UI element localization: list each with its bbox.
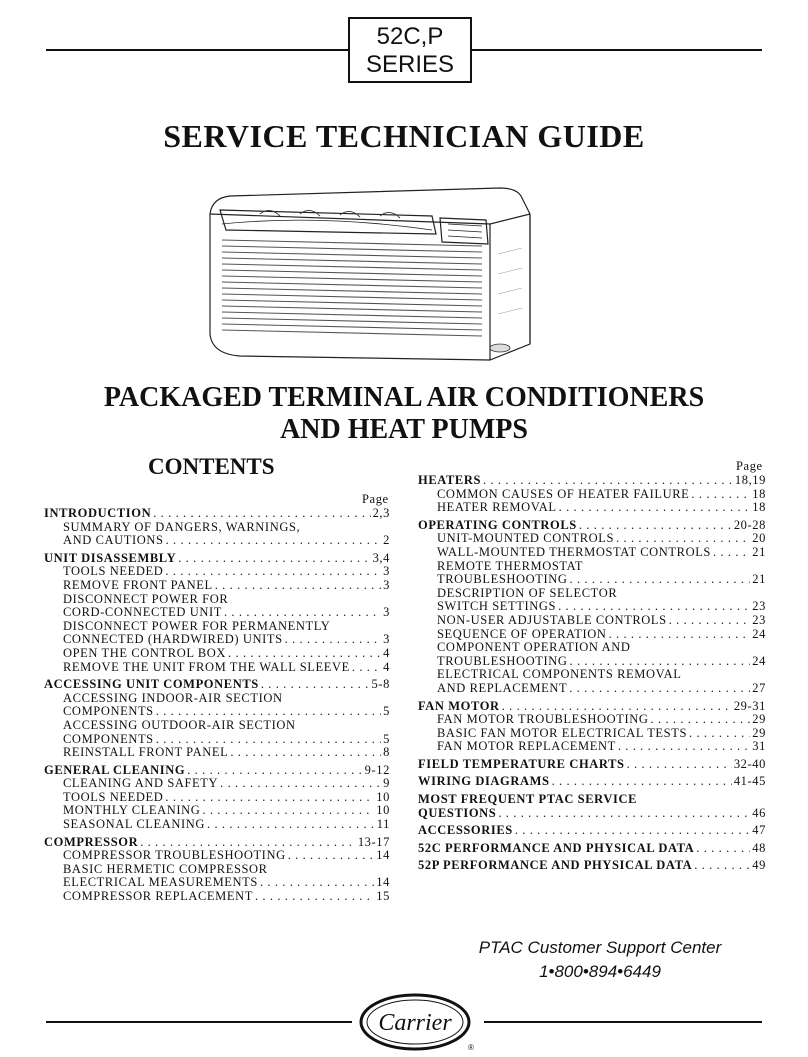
toc-entry-title: NON-USER ADJUSTABLE CONTROLS: [437, 612, 667, 627]
toc-leader-dots: [207, 818, 375, 832]
toc-entry-page: 3: [383, 577, 390, 592]
toc-entry: [418, 628, 766, 642]
toc-entry-title: REMOVE FRONT PANEL: [63, 577, 213, 592]
toc-entry-page: 13-17: [357, 834, 390, 849]
toc-entry-title: CONNECTED (HARDWIRED) UNITS: [63, 632, 283, 647]
ptac-unit-illustration: [200, 184, 560, 380]
toc-leader-dots: [691, 488, 750, 502]
toc-entry-page: 18: [752, 500, 766, 515]
toc-entry: [418, 560, 766, 574]
toc-entry-page: 21: [752, 544, 766, 559]
toc-entry-page: 15: [376, 889, 390, 904]
toc-entry: [418, 700, 766, 714]
toc-entry-title: COMPRESSOR: [44, 834, 139, 849]
toc-leader-dots: [228, 647, 381, 661]
toc-leader-dots: [202, 804, 374, 818]
toc-entry-title: OPEN THE CONTROL BOX: [63, 645, 227, 660]
toc-entry-title: HEATER REMOVAL: [437, 500, 557, 515]
toc-entry-title: OPERATING CONTROLS: [418, 517, 577, 532]
toc-entry-page: 3: [383, 632, 390, 647]
toc-entry: [418, 775, 766, 789]
toc-entry: [44, 565, 390, 579]
toc-entry-title: MOST FREQUENT PTAC SERVICE: [418, 792, 638, 807]
toc-entry-title: ELECTRICAL MEASUREMENTS: [63, 875, 258, 890]
toc-entry: [418, 600, 766, 614]
toc-entry: [44, 647, 390, 661]
toc-leader-dots: [609, 628, 751, 642]
toc-leader-dots: [651, 713, 751, 727]
toc-entry: [44, 719, 390, 733]
toc-entry-title: DISCONNECT POWER FOR: [63, 591, 229, 606]
document-title: SERVICE TECHNICIAN GUIDE: [163, 118, 645, 154]
toc-leader-dots: [696, 842, 750, 856]
toc-entry: [418, 668, 766, 682]
toc-entry-title: ACCESSING OUTDOOR-AIR SECTION: [63, 717, 296, 732]
carrier-logo: [358, 992, 476, 1054]
toc-entry-title: TROUBLESHOOTING: [437, 572, 568, 587]
toc-entry-title: COMMON CAUSES OF HEATER FAILURE: [437, 486, 690, 501]
toc-entry-title: SEASONAL CLEANING: [63, 817, 206, 832]
toc-leader-dots: [570, 573, 751, 587]
logo-text: Carrier: [378, 1010, 452, 1036]
contents-heading: CONTENTS: [148, 454, 275, 479]
toc-entry-title: REINSTALL FRONT PANEL: [63, 745, 229, 760]
toc-entry-title: CORD-CONNECTED UNIT: [63, 605, 222, 620]
toc-leader-dots: [570, 655, 751, 669]
toc-leader-dots: [224, 606, 381, 620]
toc-entry-page: 3: [383, 564, 390, 579]
toc-entry-page: 27: [752, 680, 766, 695]
toc-entry-page: 46: [752, 805, 766, 820]
toc-leader-dots: [288, 849, 375, 863]
toc-entry: [418, 519, 766, 533]
toc-entry: [418, 793, 766, 807]
toc-entry-title: GENERAL CLEANING: [44, 762, 186, 777]
toc-entry-title: UNIT-MOUNTED CONTROLS: [437, 531, 615, 546]
toc-entry: [44, 633, 390, 647]
toc-entry: [418, 501, 766, 515]
toc-entry: [44, 836, 390, 850]
toc-entry: [44, 746, 390, 760]
toc-entry-page: 24: [752, 653, 766, 668]
toc-entry: [418, 842, 766, 856]
toc-leader-dots: [352, 661, 381, 675]
toc-entry-page: 14: [376, 848, 390, 863]
toc-entry: [418, 859, 766, 873]
toc-entry-title: AND REPLACEMENT: [437, 680, 568, 695]
toc-leader-dots: [215, 579, 381, 593]
toc-leader-dots: [483, 474, 733, 488]
toc-entry: [44, 661, 390, 675]
toc-entry: [44, 579, 390, 593]
toc-leader-dots: [669, 614, 751, 628]
toc-entry: [418, 573, 766, 587]
toc-entry: [44, 777, 390, 791]
toc-entry-page: 10: [376, 803, 390, 818]
toc-entry: [44, 705, 390, 719]
toc-entry: [44, 606, 390, 620]
toc-leader-dots: [713, 546, 750, 560]
toc-leader-dots: [616, 532, 750, 546]
toc-entry-title: COMPRESSOR REPLACEMENT: [63, 889, 253, 904]
toc-entry-page: 20: [752, 531, 766, 546]
toc-entry-title: COMPONENT OPERATION AND: [437, 640, 631, 655]
toc-leader-dots: [558, 600, 750, 614]
toc-entry: [418, 758, 766, 772]
toc-leader-dots: [187, 764, 362, 778]
toc-leader-dots: [153, 507, 370, 521]
toc-leader-dots: [552, 775, 732, 789]
subtitle-line-2: AND HEAT PUMPS: [280, 414, 528, 445]
toc-entry: [44, 521, 390, 535]
toc-entry-title: CLEANING AND SAFETY: [63, 776, 219, 791]
toc-entry-page: 23: [752, 599, 766, 614]
toc-entry: [44, 849, 390, 863]
toc-leader-dots: [165, 565, 381, 579]
toc-entry: [418, 682, 766, 696]
toc-entry: [418, 532, 766, 546]
toc-leader-dots: [569, 682, 750, 696]
toc-entry: [44, 764, 390, 778]
toc-leader-dots: [156, 705, 381, 719]
toc-entry: [44, 791, 390, 805]
toc-leader-dots: [559, 501, 751, 515]
toc-entry-page: 24: [752, 626, 766, 641]
toc-leader-dots: [627, 758, 732, 772]
toc-leader-dots: [694, 859, 750, 873]
toc-entry: [418, 641, 766, 655]
toc-entry-title: BASIC HERMETIC COMPRESSOR: [63, 861, 268, 876]
toc-entry: [418, 614, 766, 628]
toc-entry-title: TOOLS NEEDED: [63, 564, 164, 579]
toc-leader-dots: [261, 678, 370, 692]
toc-entry-title: COMPONENTS: [63, 731, 154, 746]
toc-leader-dots: [579, 519, 732, 533]
toc-entry: [418, 587, 766, 601]
toc-entry: [418, 474, 766, 488]
document-subtitle: [0, 382, 808, 446]
toc-entry: [44, 818, 390, 832]
bottom-rule-left: [46, 1021, 352, 1023]
toc-entry-page: 21: [752, 572, 766, 587]
logo-registered-mark: ®: [468, 1043, 474, 1052]
series-label: SERIES: [365, 51, 455, 78]
toc-leader-dots: [498, 807, 750, 821]
toc-entry: [44, 534, 390, 548]
toc-entry-title: DESCRIPTION OF SELECTOR: [437, 585, 618, 600]
toc-entry-page: 18: [752, 486, 766, 501]
toc-entry-title: TOOLS NEEDED: [63, 789, 164, 804]
toc-entry-title: ACCESSING UNIT COMPONENTS: [44, 677, 259, 692]
toc-entry: [418, 807, 766, 821]
toc-entry: [418, 727, 766, 741]
toc-leader-dots: [255, 890, 374, 904]
toc-entry-page: 4: [383, 659, 390, 674]
series-box: [348, 17, 472, 83]
toc-entry-title: ACCESSORIES: [418, 823, 513, 838]
toc-entry-page: 3,4: [372, 550, 390, 565]
toc-entry-page: 14: [376, 875, 390, 890]
toc-entry-title: COMPONENTS: [63, 704, 154, 719]
toc-entry-page: 41-45: [733, 774, 766, 789]
toc-entry-title: FAN MOTOR REPLACEMENT: [437, 739, 616, 754]
toc-leader-dots: [178, 552, 370, 566]
support-phone: 1•800•894•6449: [539, 962, 661, 981]
toc-entry: [418, 740, 766, 754]
toc-entry-page: 31: [752, 739, 766, 754]
toc-leader-dots: [502, 700, 732, 714]
toc-leader-dots: [689, 727, 750, 741]
toc-entry-page: 5: [383, 731, 390, 746]
toc-entry-title: WALL-MOUNTED THERMOSTAT CONTROLS: [437, 544, 711, 559]
toc-entry-page: 29-31: [733, 698, 766, 713]
toc-entry-page: 47: [752, 823, 766, 838]
toc-entry-page: 18,19: [734, 473, 766, 487]
toc-entry: [418, 713, 766, 727]
toc-entry: [44, 507, 390, 521]
toc-leader-dots: [230, 746, 381, 760]
toc-entry: [44, 876, 390, 890]
toc-entry-page: 9-12: [364, 762, 390, 777]
toc-entry-title: WIRING DIAGRAMS: [418, 774, 550, 789]
toc-entry-title: REMOTE THERMOSTAT: [437, 558, 584, 573]
toc-entry-page: 4: [383, 645, 390, 660]
toc-entry: [44, 733, 390, 747]
toc-leader-dots: [156, 733, 381, 747]
toc-leader-dots: [285, 633, 381, 647]
toc-entry: [44, 863, 390, 877]
subtitle-line-1: PACKAGED TERMINAL AIR CONDITIONERS: [103, 382, 705, 413]
toc-entry: [44, 678, 390, 692]
toc-entry-page: 2: [383, 533, 390, 548]
toc-entry-title: SUMMARY OF DANGERS, WARNINGS,: [63, 519, 301, 534]
toc-entry-page: 32-40: [733, 756, 766, 771]
toc-entry-page: 20-28: [733, 517, 766, 532]
toc-entry-title: DISCONNECT POWER FOR PERMANENTLY: [63, 618, 331, 633]
toc-entry-title: COMPRESSOR TROUBLESHOOTING: [63, 848, 286, 863]
toc-entry: [44, 890, 390, 904]
toc-entry: [418, 546, 766, 560]
toc-entry-page: 9: [383, 776, 390, 791]
toc-entry-title: UNIT DISASSEMBLY: [44, 550, 177, 565]
bottom-rule-right: [484, 1021, 762, 1023]
toc-entry-title: ELECTRICAL COMPONENTS REMOVAL: [437, 667, 682, 682]
toc-entry: [418, 488, 766, 502]
toc-leader-dots: [260, 876, 374, 890]
toc-entry-title: FIELD TEMPERATURE CHARTS: [418, 756, 625, 771]
series-model: 52C,P: [376, 23, 444, 50]
toc-entry-title: REMOVE THE UNIT FROM THE WALL SLEEVE: [63, 659, 350, 674]
toc-leader-dots: [618, 740, 750, 754]
page-column-label-left: Page: [362, 492, 389, 506]
toc-entry: [44, 552, 390, 566]
toc-entry-page: 2,3: [372, 506, 390, 520]
contents-left-column: [44, 507, 390, 904]
toc-entry-page: 29: [752, 725, 766, 740]
toc-leader-dots: [165, 791, 374, 805]
toc-leader-dots: [166, 534, 382, 548]
toc-entry: [44, 804, 390, 818]
support-center-name: PTAC Customer Support Center: [478, 938, 722, 957]
toc-leader-dots: [220, 777, 381, 791]
toc-entry-title: 52C PERFORMANCE AND PHYSICAL DATA: [418, 840, 695, 855]
toc-entry: [44, 620, 390, 634]
toc-entry-title: HEATERS: [418, 473, 482, 487]
toc-entry-page: 10: [376, 789, 390, 804]
toc-entry: [418, 655, 766, 669]
toc-entry-title: FAN MOTOR TROUBLESHOOTING: [437, 712, 649, 727]
toc-entry-title: SEQUENCE OF OPERATION: [437, 626, 607, 641]
toc-leader-dots: [515, 824, 750, 838]
toc-entry-page: 5-8: [371, 677, 390, 692]
toc-leader-dots: [140, 836, 356, 850]
toc-entry-title: BASIC FAN MOTOR ELECTRICAL TESTS: [437, 725, 688, 740]
toc-entry: [418, 824, 766, 838]
toc-entry-page: 49: [752, 858, 766, 873]
toc-entry-title: AND CAUTIONS: [63, 533, 164, 548]
toc-entry-page: 8: [383, 745, 390, 760]
toc-entry-title: TROUBLESHOOTING: [437, 653, 568, 668]
toc-entry-title: MONTHLY CLEANING: [63, 803, 201, 818]
contents-right-column: [418, 474, 766, 873]
toc-entry-title: QUESTIONS: [418, 805, 497, 820]
toc-entry-page: 29: [752, 712, 766, 727]
toc-entry-title: ACCESSING INDOOR-AIR SECTION: [63, 690, 283, 705]
toc-entry-title: INTRODUCTION: [44, 506, 152, 520]
toc-entry: [44, 692, 390, 706]
toc-entry-page: 23: [752, 612, 766, 627]
toc-entry-title: FAN MOTOR: [418, 698, 500, 713]
page-column-label-right: Page: [736, 459, 763, 473]
toc-entry-page: 5: [383, 704, 390, 719]
toc-entry: [44, 593, 390, 607]
toc-entry-page: 11: [376, 817, 390, 832]
toc-entry-title: SWITCH SETTINGS: [437, 599, 557, 614]
toc-entry-title: 52P PERFORMANCE AND PHYSICAL DATA: [418, 858, 693, 873]
toc-entry-page: 3: [383, 605, 390, 620]
toc-entry-page: 48: [752, 840, 766, 855]
